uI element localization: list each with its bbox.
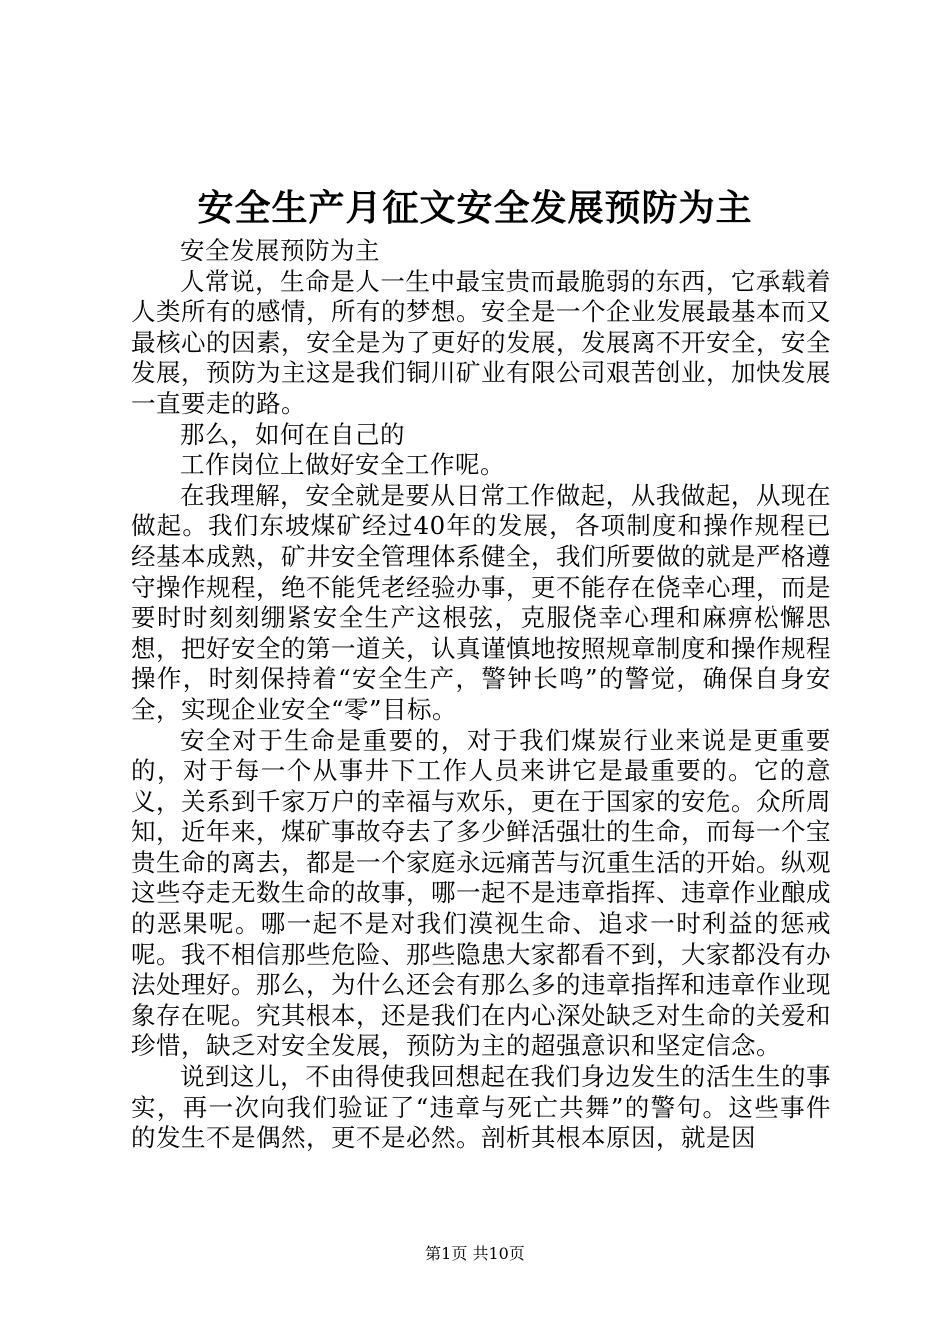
paragraph: 工作岗位上做好安全工作呢。 bbox=[180, 450, 505, 480]
paragraph: 说到这儿，不由得使我回想起在我们身边发生的活生生的事实，再一次向我们验证了“违章与死亡共舞”的警句。这些事件的发生不是偶然，更不是必然。剖析其根本原因，就是因 bbox=[131, 1062, 831, 1153]
paragraph: 那么，如何在自己的 bbox=[180, 419, 405, 449]
paragraph: 在我理解，安全就是要从日常工作做起，从我做起，从现在做起。我们东坡煤矿经过40年的发展，各项制度和操作规程已经基本成熟，矿井安全管理体系健全，我们所要做的就是严格遵守操作规程，绝不能凭老经验办事，更不能存在侥幸心理，而是要时时刻刻绷紧安全生产这根弦，克服侥幸心理和麻痹松懈思想，把好安全的第一道关，认真谨慎地按照规章制度和操作规程操作，时刻保持着“安全生产，警钟长鸣”的警觉，确保自身安全，实现企业安全“零”目标。 bbox=[131, 480, 831, 724]
paragraph-subtitle: 安全发展预防为主 bbox=[180, 236, 380, 265]
paragraph: 人常说，生命是人一生中最宝贵而最脆弱的东西，它承载着人类所有的感情，所有的梦想。安全是一个企业发展最基本而又最核心的因素，安全是为了更好的发展，发展离不开安全，安全发展，预防为主这是我们铜川矿业有限公司艰苦创业，加快发展一直要走的路。 bbox=[131, 266, 831, 418]
document-title: 安全生产月征文安全发展预防为主 bbox=[197, 187, 753, 229]
page-footer: 第1页 共10页 bbox=[425, 1244, 525, 1263]
paragraph: 安全对于生命是重要的，对于我们煤炭行业来说是更重要的，对于每一个从事井下工作人员来讲它是最重要的。它的意义，关系到千家万户的幸福与欢乐，更在于国家的安危。众所周知，近年来，煤矿事故夺去了多少鲜活强壮的生命，而每一个宝贵生命的离去，都是一个家庭永远痛苦与沉重生活的开始。纵观这些夺走无数生命的故事，哪一起不是违章指挥、违章作业酿成的恶果呢。哪一起不是对我们漠视生命、追求一时利益的惩戒呢。我不相信那些危险、那些隐患大家都看不到，大家都没有办法处理好。那么，为什么还会有那么多的违章指挥和违章作业现象存在呢。究其根本，还是我们在内心深处缺乏对生命的关爱和珍惜，缺乏对安全发展，预防为主的超强意识和坚定信念。 bbox=[131, 725, 831, 1061]
document-body bbox=[131, 236, 831, 1154]
